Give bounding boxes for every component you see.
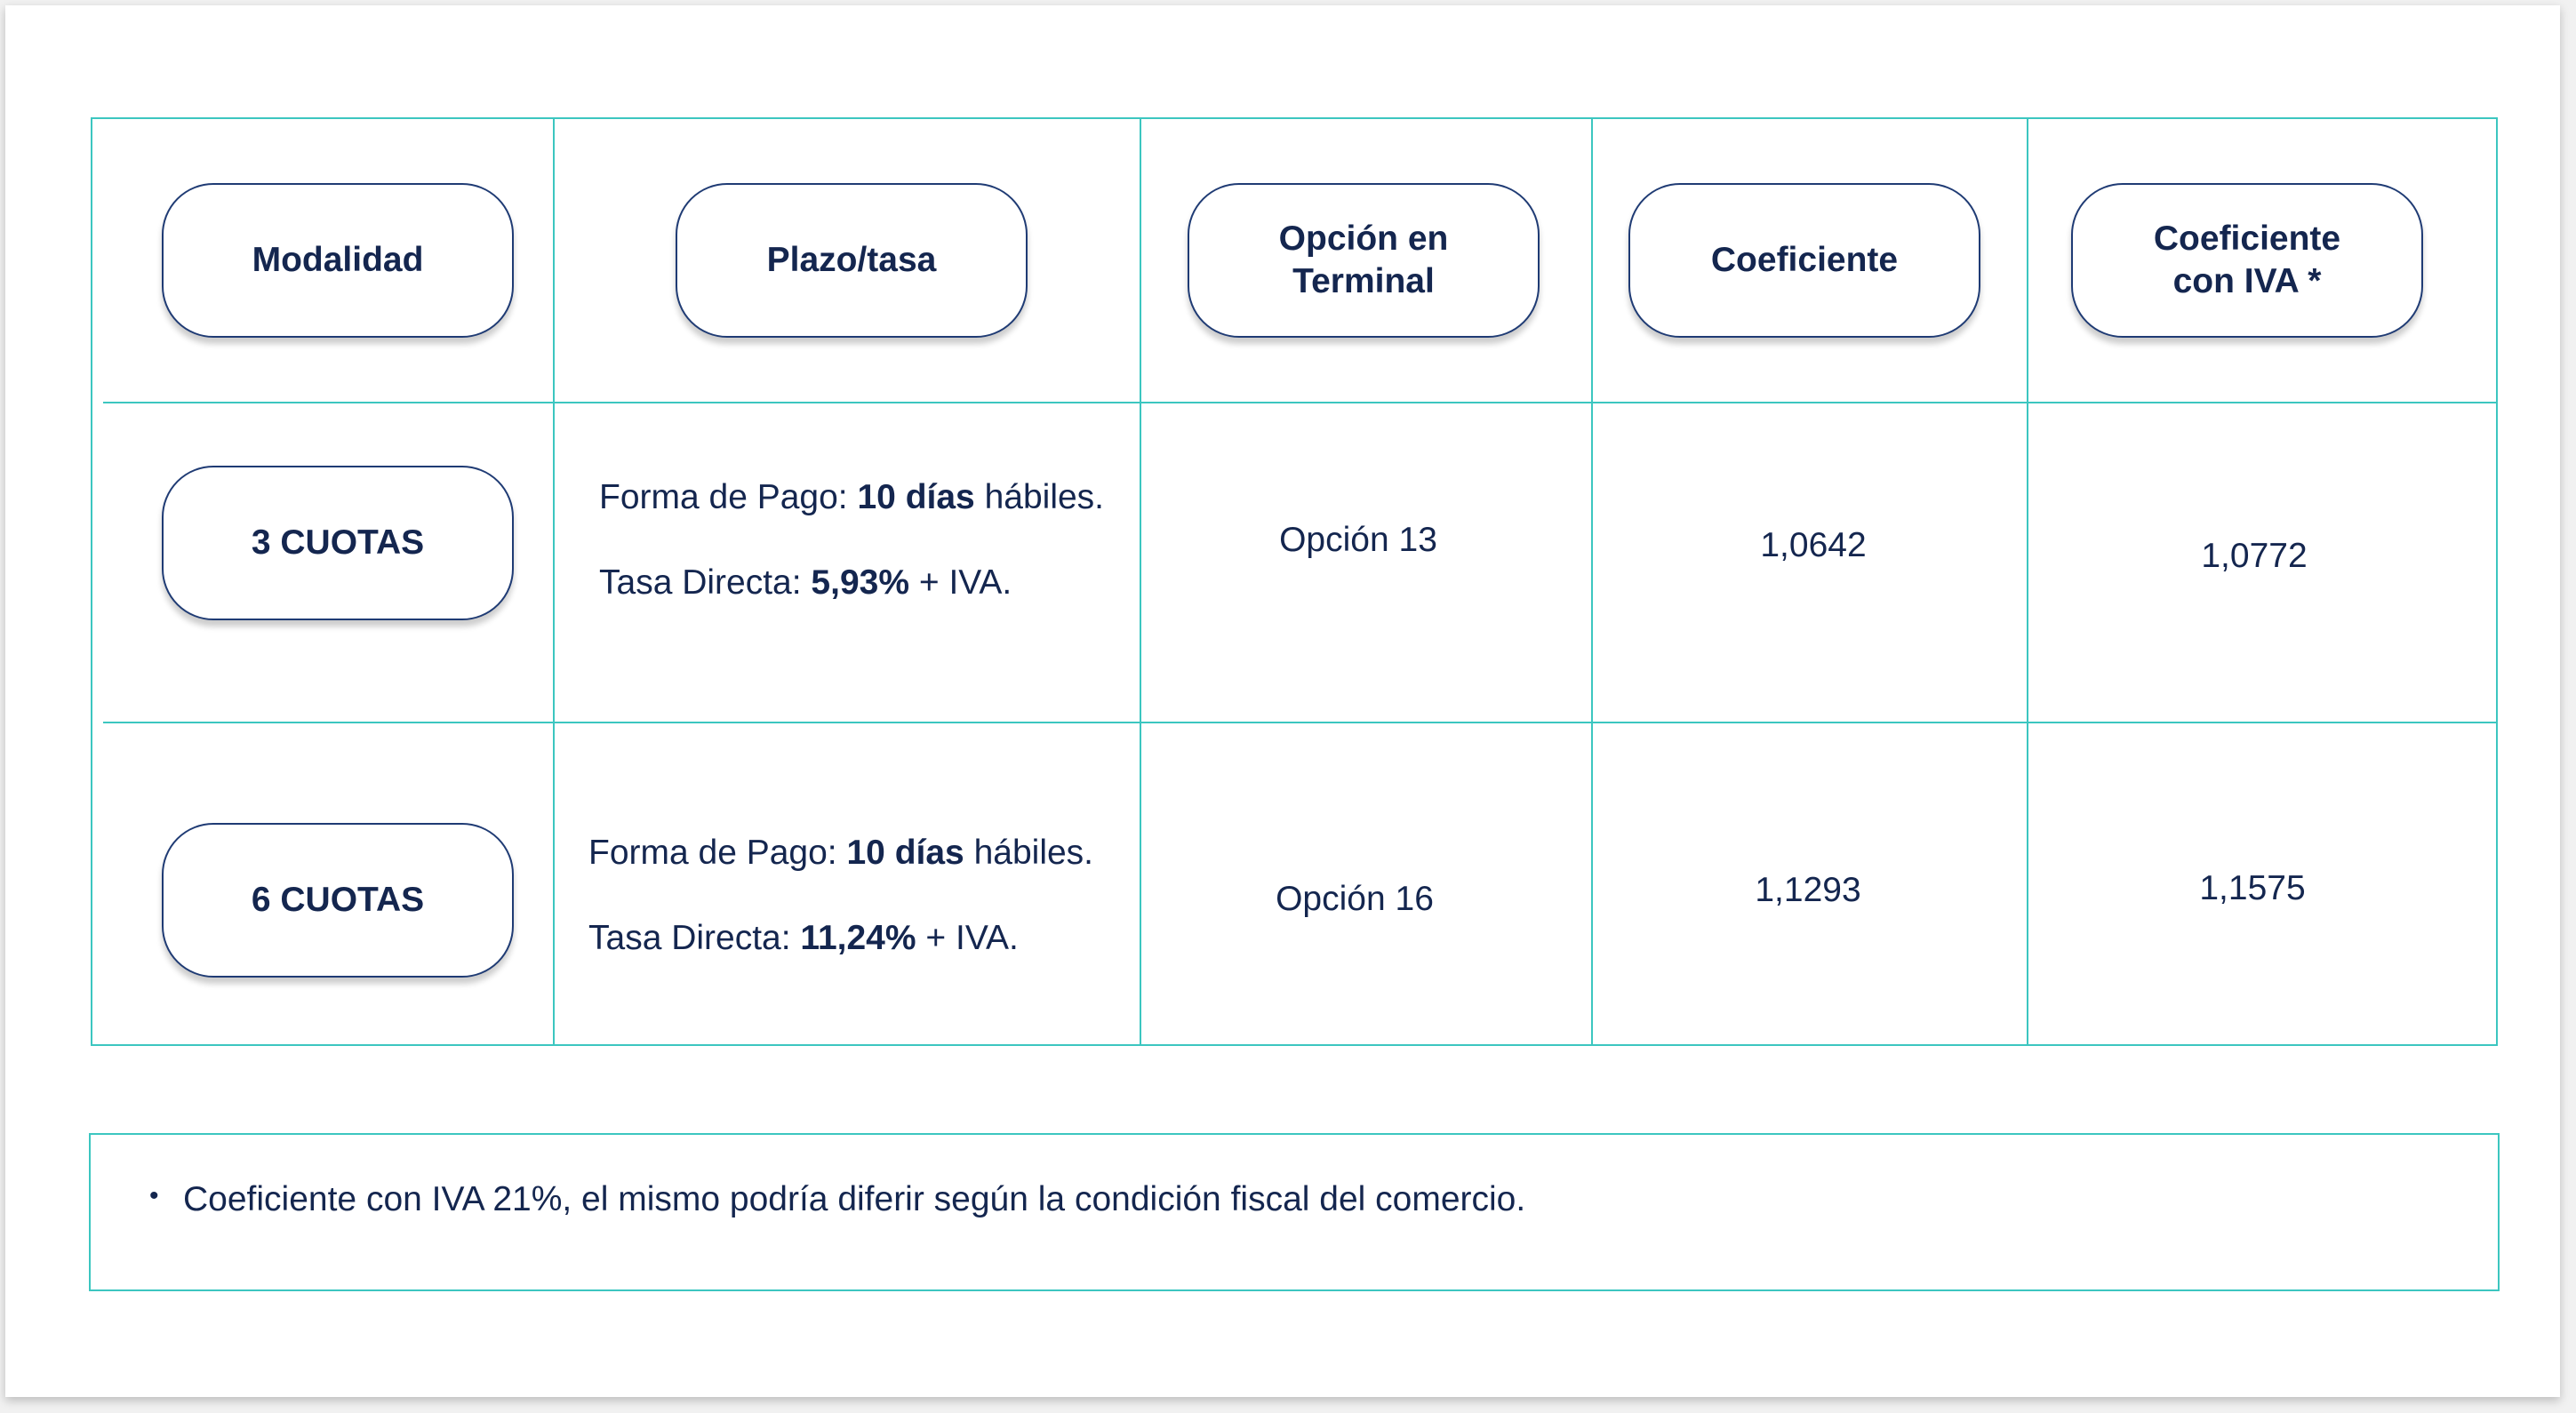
row-divider xyxy=(103,402,2496,403)
row-modalidad-pill: 3 CUOTAS xyxy=(162,466,514,620)
bullet-icon: • xyxy=(149,1181,159,1210)
opcion-value: Opción 13 xyxy=(1279,521,1437,559)
header-modalidad: Modalidad xyxy=(162,183,514,338)
coeficiente-value: 1,0642 xyxy=(1760,526,1867,564)
header-coeficiente: Coeficiente xyxy=(1628,183,1980,338)
coeficiente-value: 1,1293 xyxy=(1755,871,1861,909)
opcion-value: Opción 16 xyxy=(1276,880,1434,918)
coeficiente-iva-value: 1,0772 xyxy=(2201,537,2308,575)
tasa-line: Tasa Directa: 11,24% + IVA. xyxy=(588,919,1019,957)
column-divider xyxy=(1591,119,1593,1044)
plazo-line: Forma de Pago: 10 días hábiles. xyxy=(599,478,1105,516)
header-coeficiente-iva: Coeficiente con IVA * xyxy=(2071,183,2423,338)
column-divider xyxy=(2027,119,2028,1044)
plazo-line: Forma de Pago: 10 días hábiles. xyxy=(588,834,1094,872)
rates-table xyxy=(91,117,2498,1046)
row-modalidad-pill: 6 CUOTAS xyxy=(162,823,514,978)
coeficiente-iva-value: 1,1575 xyxy=(2199,869,2306,907)
footnote-box xyxy=(89,1133,2500,1291)
page-card xyxy=(5,5,2560,1397)
footnote-text: Coeficiente con IVA 21%, el mismo podría diferir según la condición fiscal del comercio. xyxy=(183,1180,1526,1218)
column-divider xyxy=(1140,119,1141,1044)
column-divider xyxy=(553,119,555,1044)
row-divider xyxy=(103,722,2496,723)
tasa-line: Tasa Directa: 5,93% + IVA. xyxy=(599,563,1012,602)
header-plazo-tasa: Plazo/tasa xyxy=(676,183,1028,338)
header-opcion-terminal: Opción en Terminal xyxy=(1188,183,1540,338)
